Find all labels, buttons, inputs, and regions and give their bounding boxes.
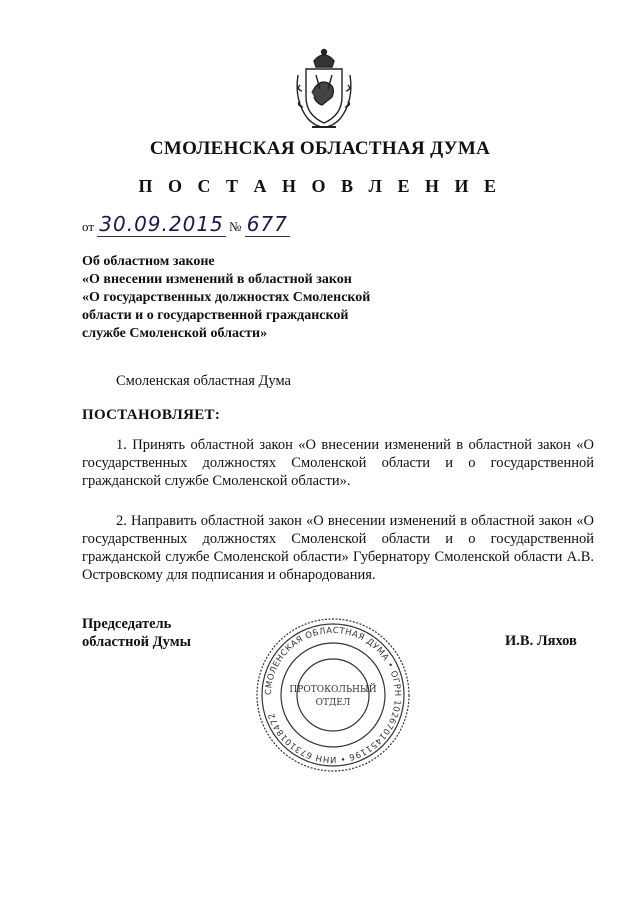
resolution-item-text: 1. Принять областной закон «О внесении изменений в областной закон «О государственных должностях Смоленской области и о государственной гражданской службе Смоленской области».: [82, 437, 594, 489]
stamp-ring-text: СМОЛЕНСКАЯ ОБЛАСТНАЯ ДУМА • ОГРН 1026701451196 • ИНН 6731018472: [263, 625, 403, 765]
signatory-title-line: областной Думы: [82, 634, 191, 650]
resolution-item: [82, 436, 594, 490]
number-label: №: [229, 219, 242, 234]
document-date: 30.09.2015: [99, 212, 224, 236]
document-type-title: П О С Т А Н О В Л Е Н И Е: [138, 176, 502, 196]
signatory-title: [82, 615, 191, 651]
official-stamp-icon: [253, 615, 413, 775]
coat-of-arms-icon: [292, 45, 356, 131]
resolution-item: [82, 512, 594, 584]
document-subject: [82, 253, 370, 343]
resolves-heading: ПОСТАНОВЛЯЕТ:: [82, 407, 221, 423]
subject-line: области и о государственной гражданской: [82, 308, 349, 323]
subject-line: службе Смоленской области»: [82, 326, 268, 341]
subject-line: Об областном законе: [82, 254, 215, 269]
stamp-center-line: ПРОТОКОЛЬНЫЙ: [289, 685, 377, 695]
organization-title: СМОЛЕНСКАЯ ОБЛАСТНАЯ ДУМА: [149, 138, 491, 159]
subject-line: «О государственных должностях Смоленской: [82, 290, 371, 305]
resolution-item-text: 2. Направить областной закон «О внесении изменений в областной закон «О государственных должностях Смоленской области и о государственной гражданской службе Смоленской области» Губернатору Смоленской области А.В. Островскому для подписания и обнародования.: [82, 513, 594, 583]
stamp-center-line: ОТДЕЛ: [315, 698, 351, 708]
issuer-text: Смоленская областная Дума: [116, 373, 291, 389]
document-number: 677: [246, 212, 288, 236]
signatory-name: И.В. Ляхов: [505, 633, 577, 649]
signatory-title-line: Председатель: [82, 616, 172, 632]
subject-line: «О внесении изменений в областной закон: [82, 272, 352, 287]
date-number-line: [82, 212, 290, 237]
from-label: от: [82, 219, 95, 234]
